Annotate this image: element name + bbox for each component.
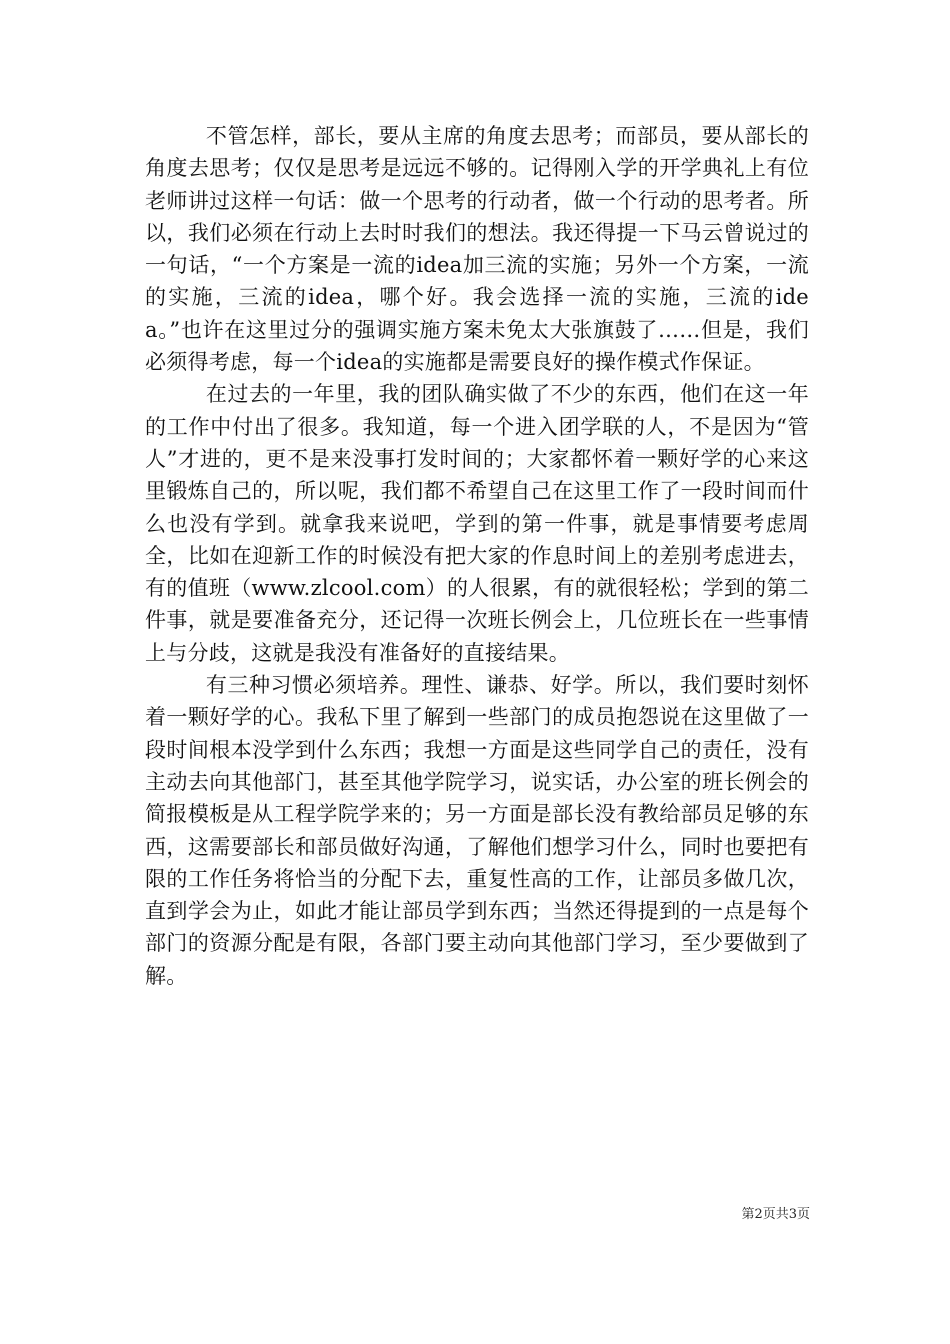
page-number-footer: 第2页共3页	[741, 1207, 810, 1222]
paragraph: 有三种习惯必须培养。理性、谦恭、好学。所以，我们要时刻怀着一颗好学的心。我私下里了解到一些部门的成员抱怨说在这里做了一段时间根本没学到什么东西；我想一方面是这些同学自己的责任，没有主动去向其他部门，甚至其他学院学习，说实话，办公室的班长例会的简报模板是从工程学院学来的；另一方面是部长没有教给部员足够的东西，这需要部长和部员做好沟通，了解他们想学习什么，同时也要把有限的工作任务将恰当的分配下去，重复性高的工作，让部员多做几次，直到学会为止，如此才能让部员学到东西；当然还得提到的一点是每个部门的资源分配是有限，各部门要主动向其他部门学习，至少要做到了解。	[145, 673, 809, 988]
paragraph: 在过去的一年里，我的团队确实做了不少的东西，他们在这一年的工作中付出了很多。我知道，每一个进入团学联的人，不是因为“管人”才进的，更不是来没事打发时间的；大家都怀着一颗好学的心来这里锻炼自己的，所以呢，我们都不希望自己在这里工作了一段时间而什么也没有学到。就拿我来说吧，学到的第一件事，就是事情要考虑周全，比如在迎新工作的时候没有把大家的作息时间上的差别考虑进去，有的值班（www.zlcool.com）的人很累，有的就很轻松；学到的第二件事，就是要准备充分，还记得一次班长例会上，几位班长在一些事情上与分歧，这就是我没有准备好的直接结果。	[145, 382, 809, 665]
document-body	[145, 120, 809, 992]
paragraph: 不管怎样，部长，要从主席的角度去思考；而部员，要从部长的角度去思考；仅仅是思考是远远不够的。记得刚入学的开学典礼上有位老师讲过这样一句话：做一个思考的行动者，做一个行动的思考者。所以，我们必须在行动上去时时我们的想法。我还得提一下马云曾说过的一句话，“一个方案是一流的idea加三流的实施；另外一个方案，一流的实施，三流的idea，哪个好。我会选择一流的实施，三流的idea。”也许在这里过分的强调实施方案未免太大张旗鼓了……但是，我们必须得考虑，每一个idea的实施都是需要良好的操作模式作保证。	[145, 124, 809, 375]
